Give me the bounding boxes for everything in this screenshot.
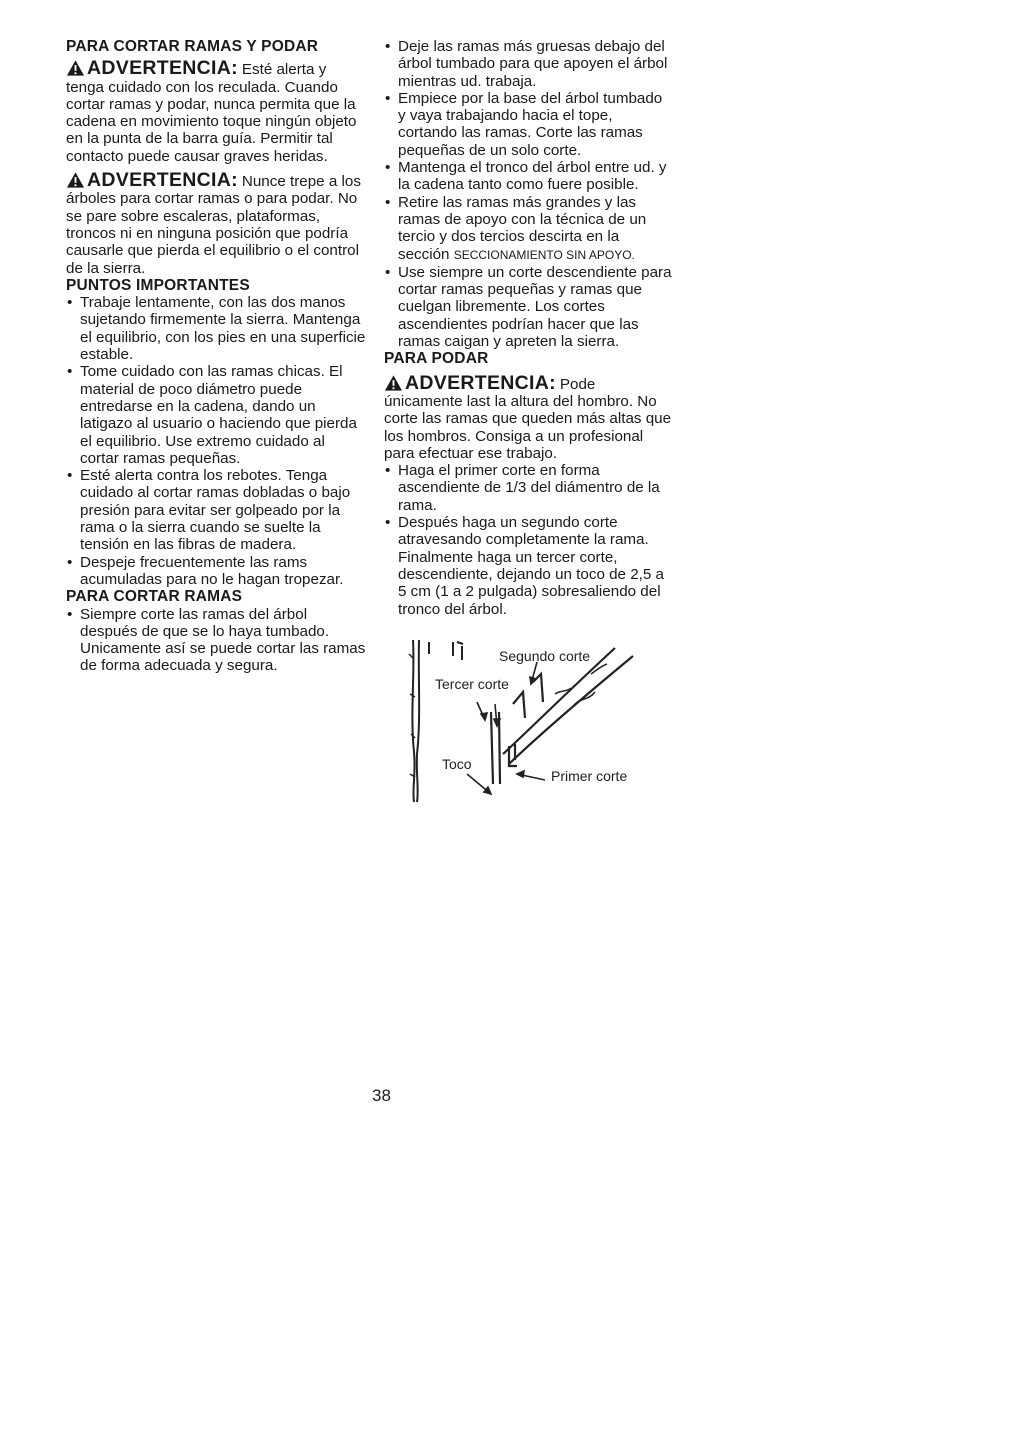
page-number: 38	[372, 1086, 391, 1105]
label-segundo-corte: Segundo corte	[499, 648, 591, 664]
warning-label: ADVERTENCIA	[87, 169, 232, 192]
pruning-cuts-diagram	[405, 634, 655, 804]
warning-kickback: ADVERTENCIA: Esté alerta y tenga cuidado con los reculada. Cuando cortar ramas y podar, nunca permita que la cadena en movimiento toque ningún objeto en la punta de la barra guía. Permitir tal contacto puede causar graves heridas.	[66, 57, 357, 165]
section-heading-para-podar: PARA PODAR	[384, 350, 489, 368]
warning-label: ADVERTENCIA	[87, 57, 232, 80]
warning-label: ADVERTENCIA	[405, 371, 550, 394]
list-item: • Después haga un segundo corte atravesando completamente la rama. Finalmente haga un tercer corte, descendiente, dejando un toco de 2,5 a 5 cm (1 a 2 pulgada) sobresaliendo del tronco del árbol.	[384, 514, 674, 618]
list-item: • Trabaje lentamente, con las dos manos sujetando firmemente la sierra. Mantenga el equilibrio, con los pies en una superficie estable.	[66, 294, 366, 363]
section-heading-puntos-importantes: PUNTOS IMPORTANTES	[66, 276, 250, 294]
warning-no-climbing: ADVERTENCIA: Nunce trepe a los árboles para cortar ramas o para podar. No se pare sobre escaleras, plataformas, troncos ni en ninguna posición que podría causarle que pierda el equilibrio o el control de la sierra.	[66, 169, 361, 277]
list-item: • Mantenga el tronco del árbol entre ud. y la cadena tanto como fuere posible.	[384, 159, 674, 194]
limbing-list-continued	[384, 38, 674, 350]
important-points-list	[66, 294, 366, 588]
right-column	[384, 38, 674, 618]
pruning-list	[384, 462, 674, 618]
list-item: • Despeje frecuentemente las rams acumuladas para no le hagan tropezar.	[66, 554, 366, 589]
label-toco: Toco	[442, 756, 472, 772]
label-primer-corte: Primer corte	[551, 768, 628, 784]
warning-text: Esté alerta y tenga cuidado con los reculada. Cuando cortar ramas y podar, nunca permita que la cadena en movimiento toque ningún objeto en la punta de la barra guía. Permitir tal contacto puede causar graves heridas.	[66, 61, 357, 165]
limbing-list	[66, 606, 366, 675]
left-column	[66, 38, 366, 675]
section-heading-cortar-ramas-y-podar: PARA CORTAR RAMAS Y PODAR	[66, 38, 319, 55]
warning-triangle-icon	[384, 374, 403, 392]
list-item: • Use siempre un corte descendiente para cortar ramas pequeñas y ramas que cuelgan libremente. Los cortes ascendientes podrían hacer que las ramas caigan y apreten la sierra.	[384, 264, 674, 350]
label-tercer-corte: Tercer corte	[435, 676, 509, 692]
list-item-text: Retire las ramas más grandes y las ramas de apoyo con la técnica de un tercio y dos tercios descirta en la sección	[398, 193, 647, 263]
warning-shoulder-height: ADVERTENCIA: Pode únicamente last la altura del hombro. No corte las ramas que queden más altas que los hombros. Consiga a un profesional para efectuar ese trabajo.	[384, 371, 672, 462]
warning-triangle-icon	[66, 171, 85, 189]
branch	[503, 648, 633, 764]
list-item: • Tome cuidado con las ramas chicas. El material de poco diámetro puede entredarse en la cadena, dando un latigazo al usuario o haciendo que pierda el equilibrio. Use extremo cuidado al cortar ramas pequeñas.	[66, 363, 366, 467]
section-reference: SECCIONAMIENTO SIN APOYO.	[453, 247, 635, 262]
tree-trunk	[409, 640, 419, 802]
list-item: • Empiece por la base del árbol tumbado y vaya trabajando hacia el tope, cortando las ramas. Corte las ramas pequeñas de un solo corte.	[384, 90, 674, 159]
list-item: • Siempre corte las ramas del árbol después de que se lo haya tumbado. Unicamente así se puede cortar las ramas de forma adecuada y segura.	[66, 606, 366, 675]
list-item: • Deje las ramas más gruesas debajo del árbol tumbado para que apoyen el árbol mientras ud. trabaja.	[384, 38, 674, 90]
list-item: • Esté alerta contra los rebotes. Tenga cuidado al cortar ramas dobladas o bajo presión para evitar ser golpeado por la rama o la sierra cuando se suelte la tensión en las fibras de madera.	[66, 467, 366, 553]
list-item: • Haga el primer corte en forma ascendiente de 1/3 del diámentro de la rama.	[384, 462, 674, 514]
section-heading-cortar-ramas: PARA CORTAR RAMAS	[66, 588, 243, 606]
warning-triangle-icon	[66, 59, 85, 77]
list-item	[384, 194, 674, 264]
warning-text: Nunce trepe a los árboles para cortar ramas o para podar. No se pare sobre escaleras, plataformas, troncos ni en ninguna posición que podría causarle que pierda el equilibrio o el control de la sierra.	[66, 173, 361, 277]
warning-text: Pode únicamente last la altura del hombro. No corte las ramas que queden más altas que los hombros. Consiga a un profesional para efectuar ese trabajo.	[384, 375, 672, 462]
